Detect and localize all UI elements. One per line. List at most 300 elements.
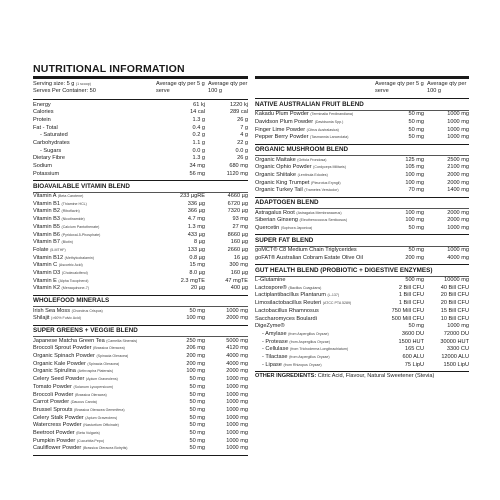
avg-qty-100g-header: Average qty per 100 g [208,81,248,94]
title-rule [33,76,248,79]
qty-per-serve: 750 Mill CFU [391,307,424,314]
ingredient-name: Pumpkin Powder [33,437,76,444]
ingredient-source: (Apium Graveolens) [85,377,118,382]
row-name [33,278,161,286]
qty-per-100g: 7320 µg [227,208,248,215]
table-row [33,361,248,369]
ingredient-name: Vitamin B5 [33,223,60,230]
qty-per-100g: 10 Bill CFU [440,315,469,322]
ingredient-source: (Biotin) [61,240,73,245]
ingredient-source: (Cordyceps Militaris) [313,165,346,170]
qty-per-serve: 433 µg [187,231,205,238]
qty-per-serve: 133 µg [187,246,205,253]
qty-per-serve: 75 LipU [404,361,424,368]
row-name [255,127,380,135]
right-header [255,81,469,94]
qty-per-100g: 1000 mg [226,430,248,437]
qty-per-100g: 15 Bill CFU [440,307,469,314]
greens-table [33,338,248,454]
table-row [255,362,469,370]
ingredient-name: Protein [33,116,51,123]
qty-per-100g: 4000 mg [226,360,248,367]
row-name [255,119,380,127]
qty-per-serve: 34 mg [189,163,205,170]
qty-per-100g: 2500 mg [447,156,469,163]
qty-per-serve: 50 mg [408,247,424,254]
ingredient-source: (from Aspergillus Oryzae) [289,355,330,360]
qty-per-serve: 8 µg [194,239,205,246]
ingredient-source: (Daucus Carota) [70,400,97,405]
table-row [255,111,469,119]
ingredient-name: Beetroot Powder [33,430,75,437]
table-row [255,339,469,347]
qty-per-100g: 4660 µg [227,193,248,200]
qty-per-100g: 2660 µg [227,246,248,253]
ingredient-source: (Bacillus Coagulans) [288,285,322,290]
table-row [33,376,248,384]
table-row [33,224,248,232]
table-row [33,285,248,293]
row-name [33,148,161,156]
mushroom-rule [255,144,469,145]
row-name [255,323,380,331]
qty-per-100g: 16 µg [233,254,248,261]
table-row [33,247,248,255]
row-name [33,117,161,125]
ingredient-name: Vitamin B3 [33,216,60,223]
qty-per-100g: 0.0 g [235,147,248,154]
ingredient-name: Irish Sea Moss [33,307,70,314]
gut-table [255,277,469,369]
ingredient-name: Energy [33,101,51,108]
gut-rule [255,264,469,265]
qty-per-100g: 20 Bill CFU [440,292,469,299]
qty-per-100g: 1000 mg [447,118,469,125]
row-name [33,216,161,224]
other-ingredients [255,373,469,381]
row-name [255,180,380,188]
row-name [33,224,161,232]
row-name [33,376,161,384]
table-row [33,155,248,163]
row-name [255,346,380,354]
qty-per-100g: 2000 mg [447,217,469,224]
qty-per-100g: 6720 µg [227,200,248,207]
row-name [33,255,161,263]
row-name [255,316,380,324]
table-row [255,247,469,255]
qty-per-serve: 100 mg [405,209,424,216]
ingredient-name: - Protease [262,338,288,345]
ingredient-source: (L-137) [327,293,340,298]
ingredient-name: Organic Spinach Powder [33,352,95,359]
ingredient-source: (Spinacia Oleracea) [96,353,129,358]
qty-per-100g: 400 µg [230,285,248,292]
greens-rule [33,325,248,326]
other-rule [255,371,469,372]
row-name [255,157,380,165]
qty-per-serve: 105 mg [405,164,424,171]
row-name [33,438,161,446]
qty-per-serve: 50 mg [408,134,424,141]
ingredient-source: (Beta Carotene) [57,194,84,199]
ingredient-name: Pepper Berry Powder [255,134,309,141]
row-name [255,210,380,218]
qty-per-serve: 0.2 g [192,132,205,139]
qty-per-100g: 1000 mg [226,376,248,383]
qty-per-100g: 2000 mg [447,209,469,216]
row-name [255,164,380,172]
serves-per-container: Serves Per Container: 50 [33,88,96,94]
qty-per-serve: 200 mg [186,360,205,367]
ingredient-name: Organic Kale Powder [33,360,86,367]
qty-per-100g: 680 mg [229,163,248,170]
ingredient-source: (Methylcobalamin) [64,255,94,260]
qty-per-serve: 50 mg [408,118,424,125]
row-name [33,208,161,216]
table-row [33,345,248,353]
qty-per-serve: 14 cal [190,109,205,116]
table-row [33,255,248,263]
qty-per-serve: 2.3 mgTE [180,277,205,284]
ingredient-name: Japanese Matcha Green Tea [33,337,105,344]
qty-per-serve: 125 mg [405,156,424,163]
header-rule [33,99,248,100]
row-name [255,362,380,370]
qty-per-100g: 93 mg [232,216,248,223]
ingredient-source: (Lentinula Edodes) [297,172,328,177]
table-row [255,331,469,339]
ingredient-name: Organic Maitake [255,156,296,163]
fat-table [255,247,469,262]
ingredient-source: (Brassica Oleracea) [93,346,125,351]
row-name [33,163,161,171]
ingredient-name: Vitamin B6 [33,231,60,238]
ingredient-name: L-Glutamine [255,277,286,284]
qty-per-100g: 40 Bill CFU [440,284,469,291]
ingredient-name: Broccoli Sprout Powder [33,345,92,352]
qty-per-serve: 50 mg [189,437,205,444]
qty-per-serve: 100 mg [405,217,424,224]
qty-per-serve: 4.7 mg [187,216,205,223]
qty-per-serve: 200 mg [186,352,205,359]
ingredient-name: Folate [33,246,49,253]
ingredient-source: (Cholecalciferol) [61,271,88,276]
qty-per-100g: 160 µg [230,239,248,246]
qty-per-serve: 500 Mill CFU [391,315,424,322]
row-name [33,262,161,270]
row-name [255,187,380,195]
table-row [33,201,248,209]
qty-per-serve: 50 mg [408,323,424,330]
row-name [255,285,380,293]
ingredient-source: (Calcium Pantothenate) [61,224,100,229]
table-row [33,163,248,171]
qty-per-serve: 250 mg [186,337,205,344]
ingredient-name: Vitamin B2 [33,208,60,215]
adaptogen-blend-title: ADAPTOGEN BLEND [255,199,319,207]
ingredient-name: Siberian Ginseng [255,217,298,224]
qty-per-100g: 26 g [237,155,248,162]
ingredient-source: (Ascorbic Acid) [58,263,83,268]
serving-header [33,81,248,95]
table-row [255,323,469,331]
ingredient-name: Carbohydrates [33,140,70,147]
ingredient-name: Organic Turkey Tail [255,187,303,194]
qty-per-serve: 0.8 µg [189,254,205,261]
qty-per-serve: 3600 DU [401,330,424,337]
ingredient-name: Vitamin C [33,262,58,269]
ingredient-name: Quercetin [255,224,280,231]
qty-per-serve: 50 mg [189,376,205,383]
row-name [33,361,161,369]
ingredient-source: (Citrus Australasica) [306,127,339,132]
serving-size-sub: (1 scoop) [75,82,91,86]
ingredient-source: (Brassica Oleracea Gemmifera) [74,407,125,412]
ingredient-name: Calories [33,109,54,116]
ingredient-source: (Riboflavin) [61,209,80,214]
ingredient-name: goFAT® Australian Cobram Estate Olive Oil [255,254,363,261]
qty-per-serve: 1 Bill CFU [398,292,424,299]
right-header-rule [255,98,469,99]
table-row [255,187,469,195]
row-name [255,134,380,142]
qty-per-serve: 1.3 mg [187,223,205,230]
row-name [255,111,380,119]
qty-per-serve: 100 mg [186,315,205,322]
ingredient-name: Carrot Powder [33,399,70,406]
row-name [33,399,161,407]
table-row [33,308,248,316]
row-name [33,384,161,392]
qty-per-serve: 50 mg [189,307,205,314]
qty-per-100g: 72000 DU [443,330,469,337]
table-row [255,157,469,165]
table-row [33,262,248,270]
qty-per-serve: 50 mg [189,445,205,452]
fruit-blend-title: NATIVE AUSTRALIAN FRUIT BLEND [255,100,364,108]
table-row [255,119,469,127]
other-ingredients-label: OTHER INGREDIENTS: [255,373,317,380]
greens-blend-title: SUPER GREENS + VEGGIE BLEND [33,327,138,335]
ingredient-name: Lactobacillus Rhamnosus [255,307,319,314]
ingredient-source: (Trametes Versicolor) [304,188,339,193]
qty-per-100g: 27 mg [232,223,248,230]
qty-per-100g: 4120 mg [226,345,248,352]
ingredient-source: (Tasmannia Lanceolata) [310,135,349,140]
ingredient-name: Organic Ophio Powder [255,164,312,171]
qty-per-serve: 0.0 g [192,147,205,154]
table-row [255,285,469,293]
table-row [255,134,469,142]
qty-per-100g: 289 cal [229,109,248,116]
row-name [33,102,161,110]
table-row [33,407,248,415]
table-row [33,270,248,278]
table-row [255,217,469,225]
qty-per-serve: 20 µg [190,285,205,292]
ingredient-name: - Saturated [40,132,68,139]
ingredient-name: Saccharomyces Boulardi [255,315,317,322]
ingredient-name: Lactospore® [255,284,287,291]
ingredient-source: (Pleurotus Eryngii) [310,180,341,185]
row-name [33,140,161,148]
table-row [33,216,248,224]
ingredient-name: Brussel Sprouts [33,406,73,413]
fat-blend-title: SUPER FAT BLEND [255,236,314,244]
ingredient-name: Fat - Total [33,124,58,131]
table-row [33,140,248,148]
row-name [33,445,161,453]
table-row [255,255,469,263]
qty-per-serve: 15 mg [189,262,205,269]
row-name [33,109,161,117]
ingredient-name: Vitamin K2 [33,285,60,292]
ingredient-name: Vitamin B7 [33,239,60,246]
row-name [33,407,161,415]
serving-size: Serving size: 5 g [33,81,75,87]
qty-per-100g: 160 µg [230,270,248,277]
qty-per-100g: 1000 mg [447,323,469,330]
row-name [255,255,380,263]
ingredient-source: (Menaquinone-7) [61,286,89,291]
table-row [33,171,248,179]
qty-per-serve: 500 mg [405,277,424,284]
qty-per-serve: 200 mg [405,254,424,261]
qty-per-serve: 600 ALU [402,354,424,361]
table-row [33,132,248,140]
fruit-table [255,111,469,142]
table-row [255,127,469,135]
row-name [33,270,161,278]
row-name [33,392,161,400]
qty-per-serve: 0.4 g [192,124,205,131]
qty-per-serve: 50 mg [189,414,205,421]
row-name [33,125,161,133]
qty-per-100g: 1000 mg [226,383,248,390]
qty-per-100g: 1000 mg [226,399,248,406]
qty-per-100g: 26 g [237,116,248,123]
ingredient-source: (ATCC PTA 5289) [322,301,352,306]
ingredient-source: (Eleutherococcus Senticosus) [299,218,348,223]
qty-per-100g: 2000 mg [447,179,469,186]
row-name [33,171,161,179]
ingredient-name: Tomato Powder [33,383,72,390]
row-name [255,354,380,362]
qty-per-100g: 300 mg [229,262,248,269]
row-name [33,430,161,438]
ingredient-source: (Arthrospira Platensis) [77,369,114,374]
qty-per-serve: 50 mg [408,111,424,118]
qty-per-100g: 1000 mg [447,126,469,133]
table-row [255,164,469,172]
ingredient-source: (Thiamine HCL) [61,201,87,206]
ingredient-name: Celery Stalk Powder [33,414,84,421]
minerals-rule [33,295,248,296]
ingredient-name: Vitamin A [33,193,57,200]
table-row [33,422,248,430]
table-row [33,193,248,201]
qty-per-100g: 12000 ALU [441,354,469,361]
right-avg-qty-serve-header: Average qty per 5 g serve [375,81,424,94]
qty-per-serve: 50 mg [408,224,424,231]
mushroom-blend-title: ORGANIC MUSHROOM BLEND [255,146,349,153]
mushroom-table [255,157,469,196]
ingredient-name: Vitamin E [33,277,57,284]
row-name [255,277,380,285]
table-row [33,148,248,156]
row-name [33,315,161,323]
table-row [33,109,248,117]
qty-per-serve: 50 mg [189,391,205,398]
row-name [255,339,380,347]
ingredient-name: Organic Shiitake [255,171,297,178]
ingredient-source: (5-MTHF) [50,247,66,252]
ingredient-name: Vitamin D3 [33,270,61,277]
qty-per-100g: 47 mgTE [225,277,248,284]
table-row [255,292,469,300]
qty-per-serve: 336 µg [187,200,205,207]
qty-per-serve: 50 mg [189,430,205,437]
ingredient-name: Davidson Plum Powder [255,118,314,125]
right-column [255,74,469,381]
row-name [255,172,380,180]
ingredient-name: Kakadu Plum Powder [255,111,309,118]
minerals-table [33,308,248,323]
table-row [33,232,248,240]
qty-per-100g: 1000 mg [447,111,469,118]
left-column [33,74,248,457]
ingredient-name: Celery Seed Powder [33,376,85,383]
qty-per-100g: 5000 mg [226,337,248,344]
table-row [255,346,469,354]
row-name [33,345,161,353]
ingredient-source: (Grifola Frondosa) [297,157,327,162]
table-row [33,430,248,438]
wholefood-minerals-title: WHOLEFOOD MINERALS [33,297,110,305]
qty-per-100g: 1000 mg [226,414,248,421]
row-name [33,368,161,376]
ingredient-source: (Apium Graveolens) [85,415,118,420]
qty-per-100g: 4000 mg [447,254,469,261]
qty-per-serve: 100 mg [186,368,205,375]
ingredient-name: Sodium [33,163,52,170]
ingredient-source: (Terminalia Ferdinandiana) [310,112,354,117]
ingredient-source: (Pyridoxal-5-Phosphate) [61,232,101,237]
table-row [255,180,469,188]
row-name [33,155,161,163]
row-name [255,331,380,339]
qty-per-serve: 50 mg [189,422,205,429]
ingredient-name: Organic Spirulina [33,368,76,375]
qty-per-100g: 1220 kj [229,101,248,108]
table-row [33,353,248,361]
qty-per-serve: 233 µgRE [180,193,205,200]
ingredient-name: Cauliflower Powder [33,445,82,452]
avg-qty-serve-header: Average qty per 5 g serve [156,81,205,94]
vitamin-blend-title: BIOAVAILABLE VITAMIN BLEND [33,182,130,190]
qty-per-serve: 50 mg [408,126,424,133]
qty-per-100g: 4 g [240,132,248,139]
left-end-rule [33,455,248,456]
qty-per-serve: 100 mg [405,171,424,178]
row-name [255,292,380,300]
qty-per-serve: 70 mg [408,187,424,194]
ingredient-source: (Beta Vulgaris) [76,431,100,436]
table-row [33,415,248,423]
qty-per-100g: 1000 mg [447,134,469,141]
other-ingredients-text: Citric Acid, Flavour, Natural Sweetener (Stevia) [317,373,435,380]
